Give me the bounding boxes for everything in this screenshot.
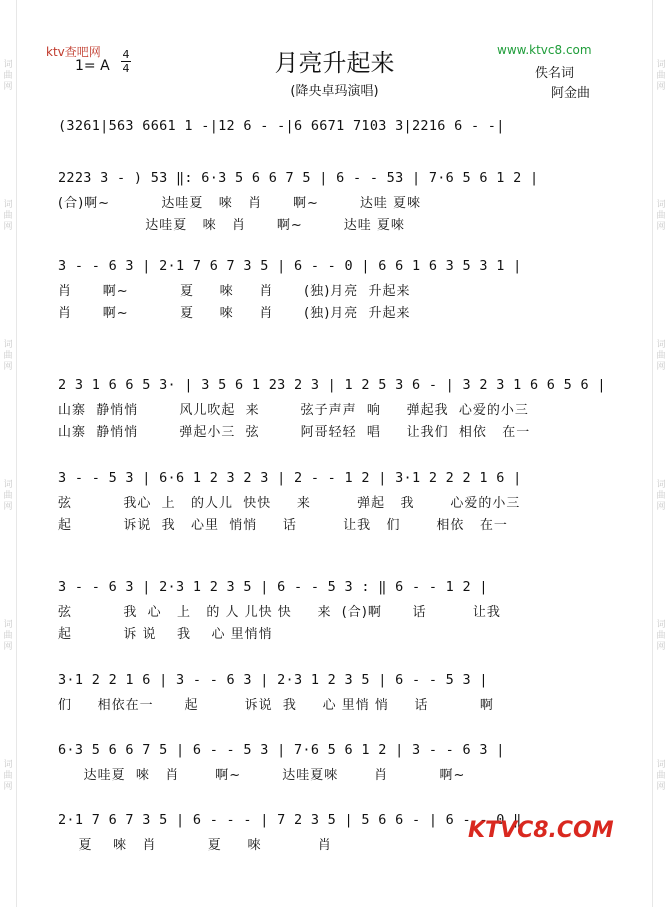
time-signature-bottom: 4 bbox=[122, 62, 130, 75]
composer-credit: 阿金曲 bbox=[551, 86, 591, 101]
notation-line: 6·3 5 6 6 7 5 | 6 - - 5 3 | 7·6 5 6 1 2 | 3 - - 6 3 | bbox=[58, 742, 505, 758]
side-watermark: 词 曲 网 bbox=[656, 760, 666, 792]
site-watermark-left: ktv查吧网 bbox=[46, 45, 101, 59]
notation-line: 2·1 7 6 7 3 5 | 6 - - - | 7 2 3 5 | 5 6 6 - | 6 - - 0 ‖ bbox=[58, 812, 522, 828]
lyrics-line: 达哇夏 唻 肖 啊~ 达哇 夏唻 bbox=[58, 218, 405, 233]
lyrics-line: 弦 我心 上 的人儿 快快 来 弹起 我 心爱的小三 bbox=[58, 496, 521, 511]
notation-line: 3 - - 5 3 | 6·6 1 2 3 2 3 | 2 - - 1 2 | 3·1 2 2 2 1 6 | bbox=[58, 470, 522, 486]
side-watermark: 词 曲 网 bbox=[656, 480, 666, 512]
lyrics-line: 起 诉 说 我 心 里悄悄 bbox=[58, 627, 273, 642]
lyrics-line: 夏 唻 肖 夏 唻 肖 bbox=[58, 838, 332, 853]
lyrics-line: 弦 我 心 上 的 人 儿快 快 来 (合)啊 话 让我 bbox=[58, 605, 501, 620]
side-watermark: 词 曲 网 bbox=[3, 760, 13, 792]
left-watermark-strip bbox=[0, 0, 17, 907]
notation-line: 3·1 2 2 1 6 | 3 - - 6 3 | 2·3 1 2 3 5 | 6 - - 5 3 | bbox=[58, 672, 488, 688]
lyrics-line: 起 诉说 我 心里 悄悄 话 让我 们 相依 在一 bbox=[58, 518, 508, 533]
time-signature-top: 4 bbox=[122, 48, 130, 61]
right-watermark-strip bbox=[652, 0, 669, 907]
side-watermark: 词 曲 网 bbox=[3, 620, 13, 652]
side-watermark: 词 曲 网 bbox=[3, 340, 13, 372]
side-watermark: 词 曲 网 bbox=[3, 480, 13, 512]
lyrics-line: 达哇夏 唻 肖 啊~ 达哇夏唻 肖 啊~ bbox=[58, 768, 466, 783]
notation-line: (3261|563 6661 1 -|12 6 - -|6 6671 7103 3|2216 6 - -| bbox=[58, 118, 505, 134]
notation-line: 3 - - 6 3 | 2·3 1 2 3 5 | 6 - - 5 3 : ‖ 6 - - 1 2 | bbox=[58, 579, 488, 595]
lyrics-line: 肖 啊~ 夏 唻 肖 (独)月亮 升起来 bbox=[58, 284, 411, 299]
lyrics-line: 肖 啊~ 夏 唻 肖 (独)月亮 升起来 bbox=[58, 306, 411, 321]
lyricist-credit: 佚名词 bbox=[535, 66, 575, 81]
song-title: 月亮升起来 bbox=[274, 49, 395, 77]
side-watermark: 词 曲 网 bbox=[3, 60, 13, 92]
side-watermark: 词 曲 网 bbox=[3, 200, 13, 232]
ktvc8-logo: KTVC8.COM bbox=[468, 818, 614, 843]
side-watermark: 词 曲 网 bbox=[656, 60, 666, 92]
side-watermark: 词 曲 网 bbox=[656, 200, 666, 232]
notation-line: 3 - - 6 3 | 2·1 7 6 7 3 5 | 6 - - 0 | 6 6 1 6 3 5 3 1 | bbox=[58, 258, 522, 274]
notation-line: 2 3 1 6 6 5 3· | 3 5 6 1 23 2 3 | 1 2 5 3 6 - | 3 2 3 1 6 6 5 6 | bbox=[58, 377, 606, 393]
lyrics-line: 山寨 静悄悄 弹起小三 弦 阿哥轻轻 唱 让我们 相依 在一 bbox=[58, 425, 531, 440]
side-watermark: 词 曲 网 bbox=[656, 620, 666, 652]
site-watermark-right: www.ktvc8.com bbox=[497, 43, 592, 57]
song-subtitle: (降央卓玛演唱) bbox=[290, 84, 379, 99]
lyrics-line: (合)啊~ 达哇夏 唻 肖 啊~ 达哇 夏唻 bbox=[58, 196, 422, 211]
key-signature: 1= A bbox=[75, 58, 110, 74]
lyrics-line: 山寨 静悄悄 风儿吹起 来 弦子声声 响 弹起我 心爱的小三 bbox=[58, 403, 529, 418]
lyrics-line: 们 相依在一 起 诉说 我 心 里悄 悄 话 啊 bbox=[58, 698, 494, 713]
notation-line: 2223 3 - ) 53 ‖: 6·3 5 6 6 7 5 | 6 - - 53 | 7·6 5 6 1 2 | bbox=[58, 170, 539, 186]
side-watermark: 词 曲 网 bbox=[656, 340, 666, 372]
